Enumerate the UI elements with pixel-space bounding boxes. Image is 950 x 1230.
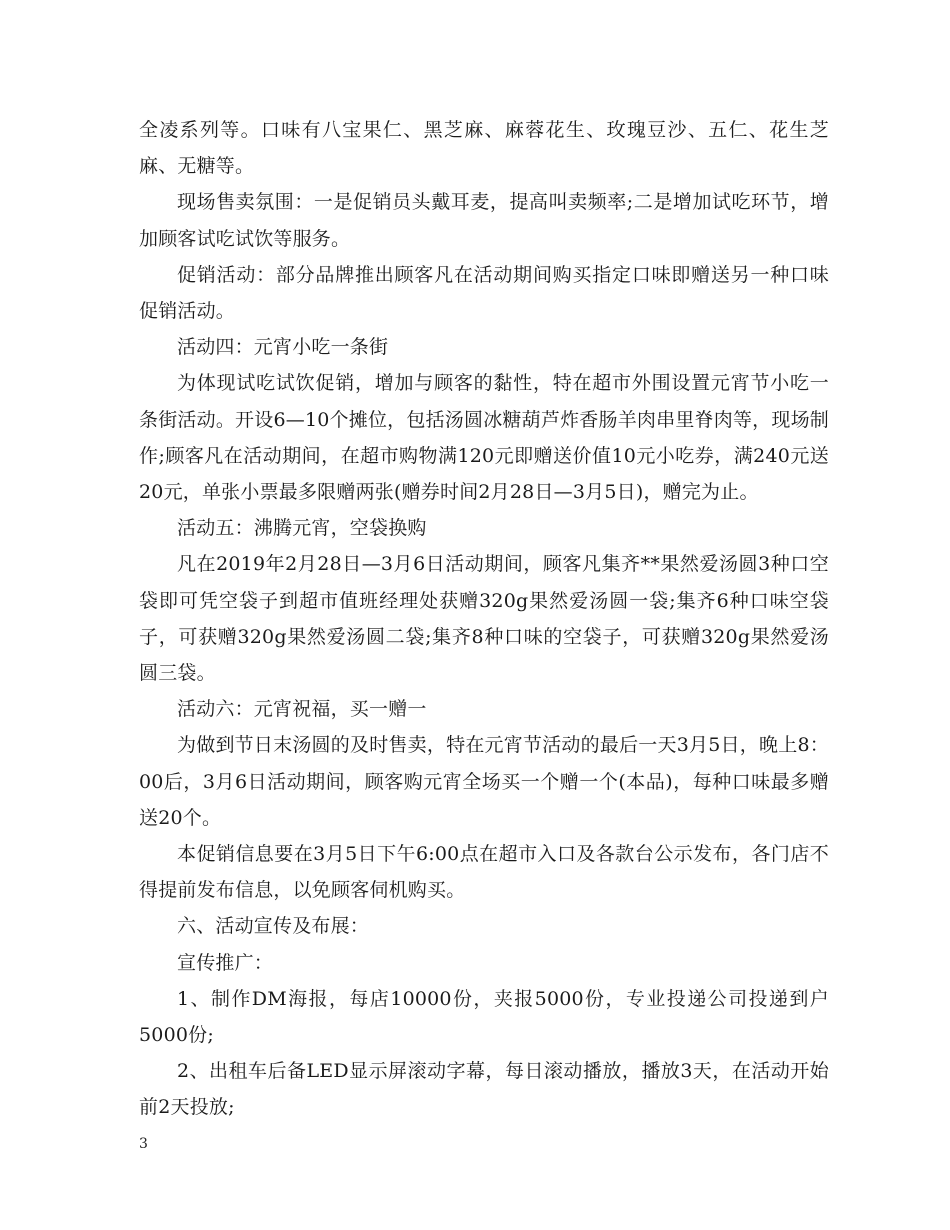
heading-activity-four: 活动四：元宵小吃一条街 xyxy=(177,336,389,359)
list-item-dm-poster: 1、制作DM海报，每店10000份，夹报5000份，专业投递公司投递到户5000份; xyxy=(139,987,829,1047)
paragraph-empty-bag-exchange: 凡在2019年2月28日—3月6日活动期间，顾客凡集齐**果然爱汤圆3种口空袋即可凭空袋子到超市值班经理处获赠320g果然爱汤圆一袋;集齐6种口味空袋子，可获赠320g果然爱汤圆二袋;集齐8种口味的空袋子，可获赠320g果然爱汤圆三袋。 xyxy=(139,553,829,685)
paragraph-promotion: 促销活动：部分品牌推出顾客凡在活动期间购买指定口味即赠送另一种口味促销活动。 xyxy=(139,263,829,323)
document-body xyxy=(139,112,829,1126)
paragraph-snack-street: 为体现试吃试饮促销，增加与顾客的黏性，特在超市外围设置元宵节小吃一条街活动。开设6—10个摊位，包括汤圆冰糖葫芦炸香肠羊肉串里脊肉等，现场制作;顾客凡在活动期间，在超市购物满120元即赠送价值10元小吃券，满240元送20元，单张小票最多限赠两张(赠券时间2月28日—3月5日)，赠完为止。 xyxy=(139,372,829,504)
paragraph-buy-one-get-one: 为做到节日末汤圆的及时售卖，特在元宵节活动的最后一天3月5日，晚上8：00后，3月6日活动期间，顾客购元宵全场买一个赠一个(本品)，每种口味最多赠送20个。 xyxy=(139,734,829,829)
heading-activity-five: 活动五：沸腾元宵，空袋换购 xyxy=(177,517,427,540)
list-item-taxi-led: 2、出租车后备LED显示屏滚动字幕，每日滚动播放，播放3天，在活动开始前2天投放; xyxy=(139,1060,829,1119)
paragraph-publish-notice: 本促销信息要在3月5日下午6:00点在超市入口及各款台公示发布，各门店不得提前发布信息，以免顾客伺机购买。 xyxy=(139,843,829,902)
heading-section-six: 六、活动宣传及布展： xyxy=(177,915,370,938)
paragraph-flavors: 全凌系列等。口味有八宝果仁、黑芝麻、麻蓉花生、玫瑰豆沙、五仁、花生芝麻、无糖等。 xyxy=(139,119,829,178)
heading-activity-six: 活动六：元宵祝福，买一赠一 xyxy=(177,698,427,721)
paragraph-sales-atmosphere: 现场售卖氛围：一是促销员头戴耳麦，提高叫卖频率;二是增加试吃环节，增加顾客试吃试饮等服务。 xyxy=(139,191,829,250)
heading-promotion-publicity: 宣传推广： xyxy=(177,951,274,974)
page-number: 3 xyxy=(139,1136,148,1152)
